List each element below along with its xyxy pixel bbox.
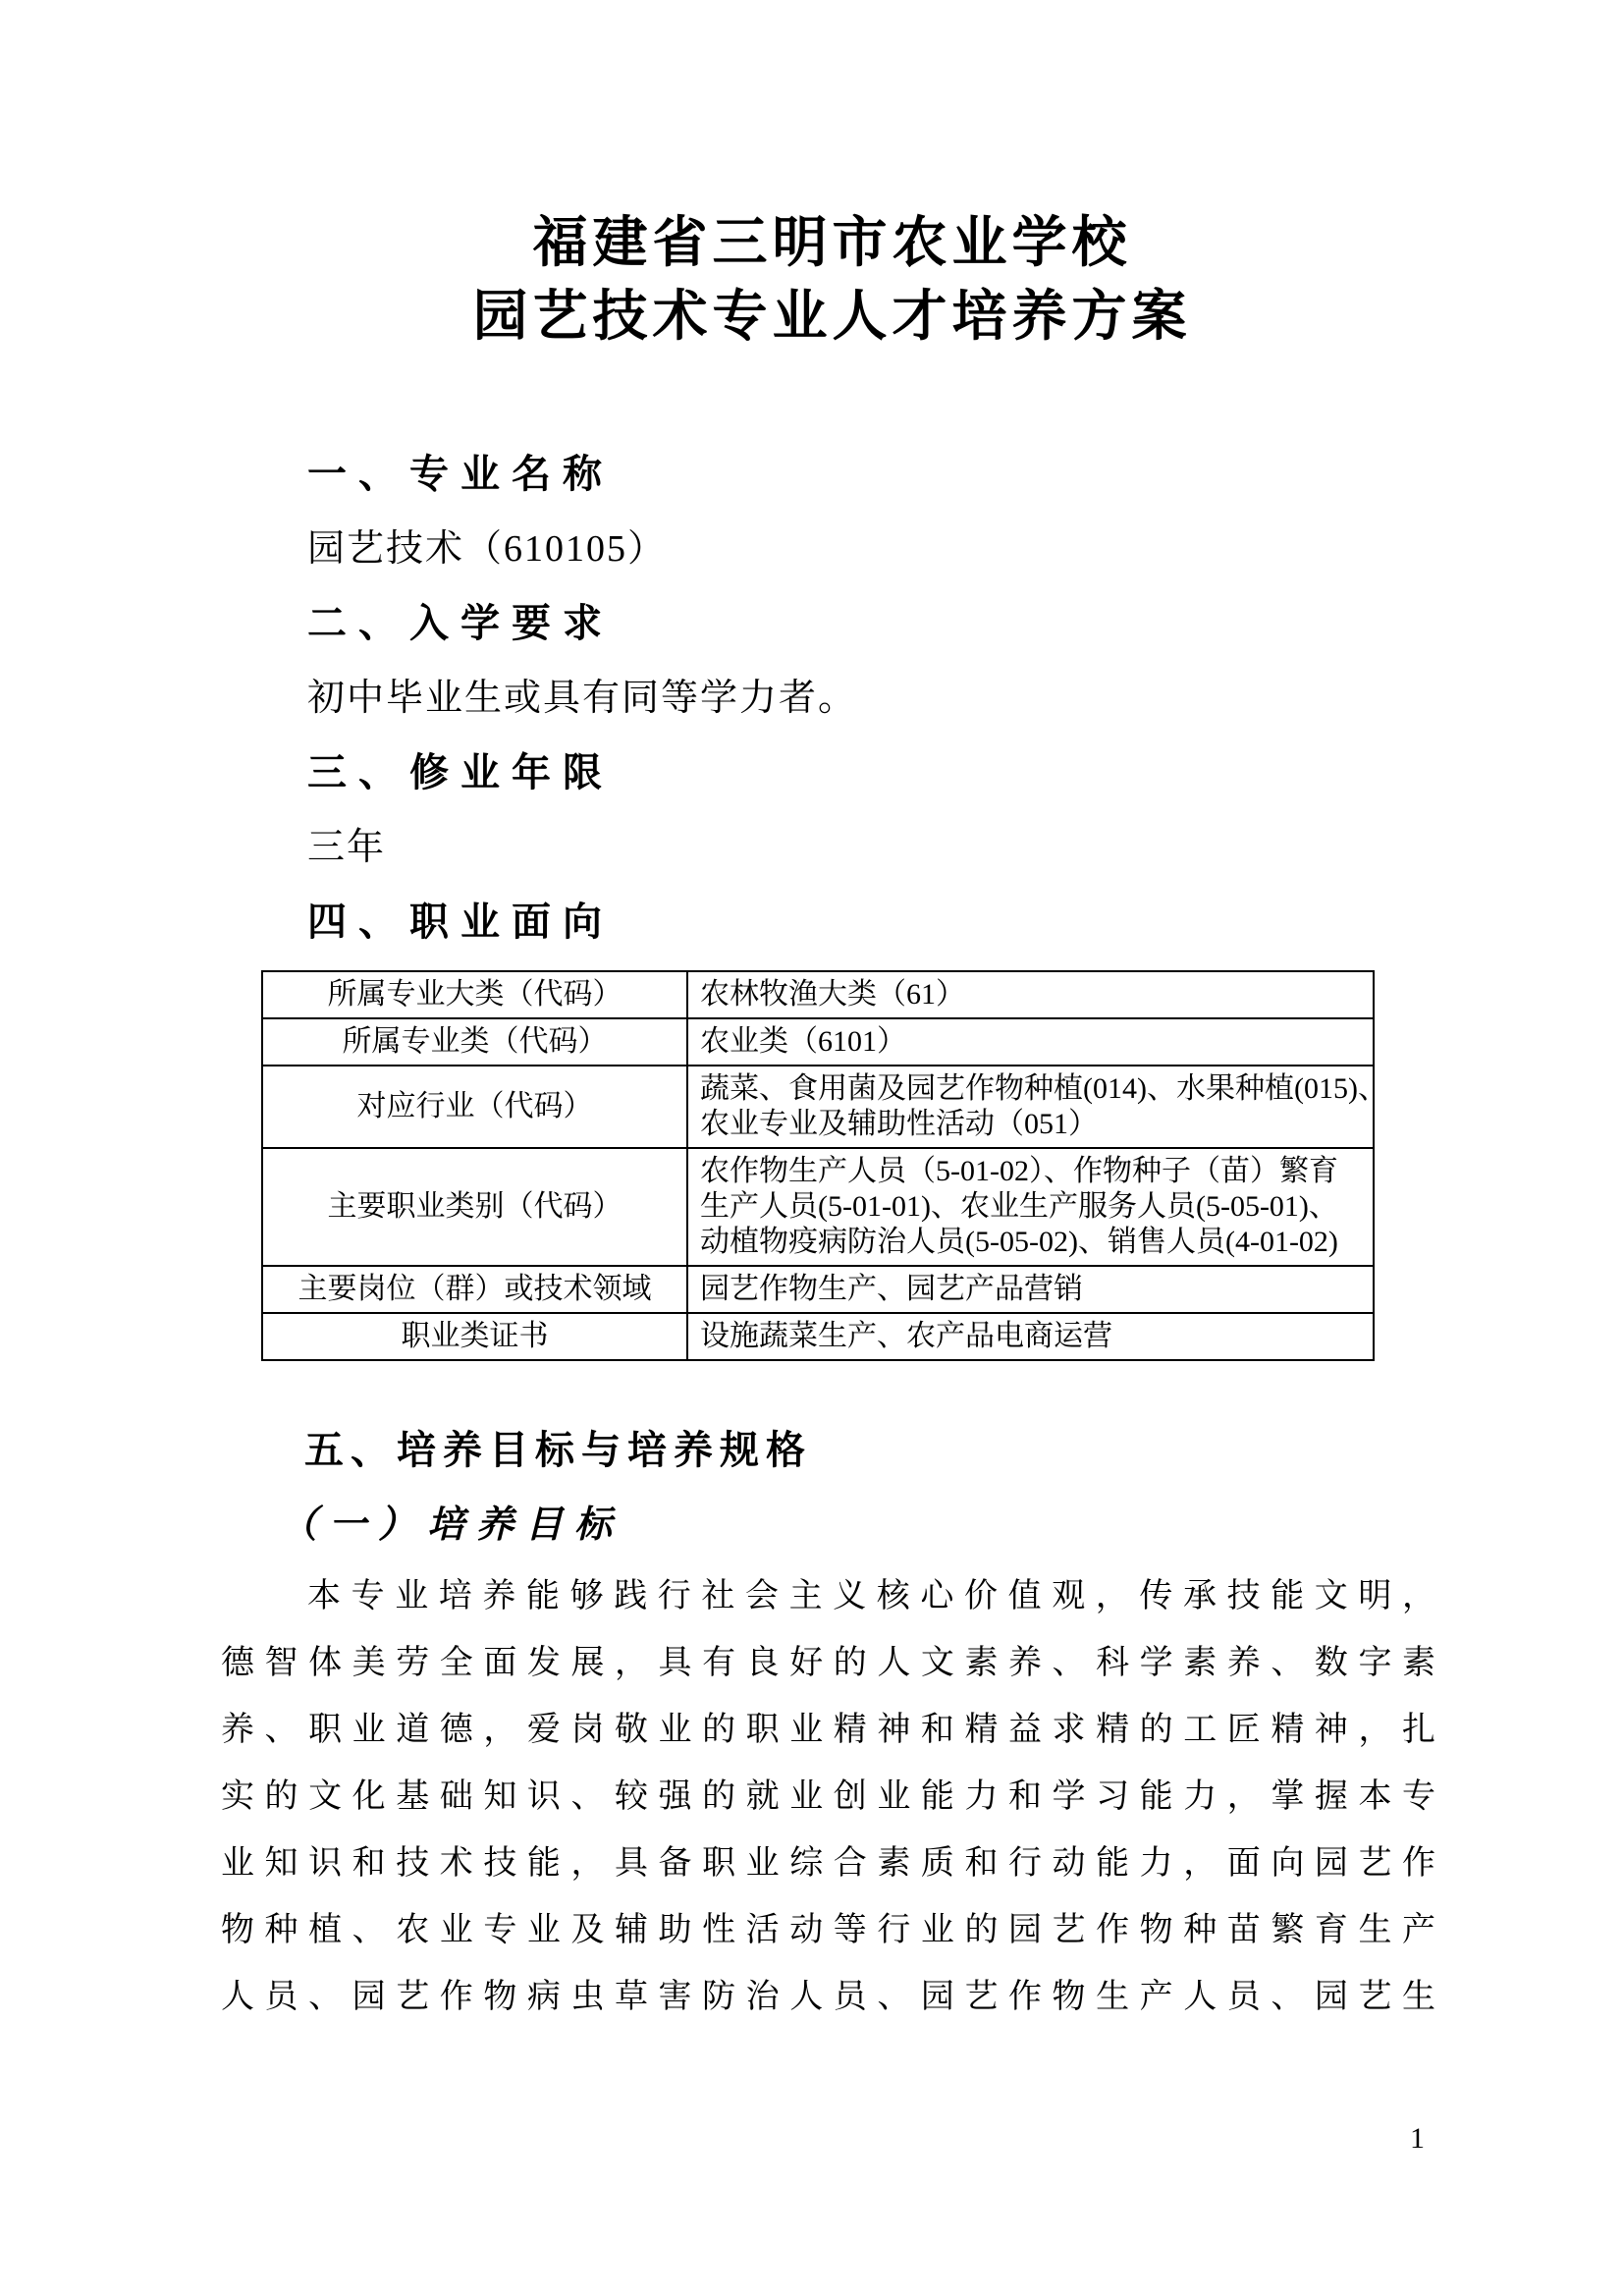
value-line: 园艺作物生产、园艺产品营销 [700,1273,1083,1305]
table-row [262,1266,1374,1313]
paragraph-line: 本专业培养能够践行社会主义核心价值观，传承技能文明， [307,1578,1443,1614]
section-text-duration: 三年 [307,827,387,868]
section-heading-admission: 二、入学要求 [307,601,614,645]
value-line: 动植物疫病防治人员(5-05-02)、销售人员(4-01-02) [700,1226,1338,1258]
career-row-label: 对应行业（代码） [262,1066,687,1148]
subsection-heading-goal: （一）培养目标 [280,1504,624,1546]
value-line: 生产人员(5-01-01)、农业生产服务人员(5-05-01)、 [700,1190,1338,1223]
career-row-value [687,1313,1374,1360]
section-text-admission: 初中毕业生或具有同等学力者。 [307,678,858,719]
paragraph-line: 业知识和技术技能，具备职业综合素质和行动能力，面向园艺作 [221,1845,1443,1882]
value-line: 蔬菜、食用菌及园艺作物种植(014)、水果种植(015)、 [700,1072,1387,1105]
value-line: 农业类（6101） [700,1025,906,1058]
career-row-value [687,1266,1374,1313]
table-row [262,1018,1374,1066]
value-line: 农业专业及辅助性活动（051） [700,1108,1098,1140]
doc-title-line-2: 园艺技术专业人才培养方案 [472,287,1192,348]
career-row-label: 所属专业类（代码） [262,1018,687,1066]
career-row-value [687,1018,1374,1066]
career-row-label: 主要职业类别（代码） [262,1148,687,1266]
value-line: 设施蔬菜生产、农产品电商运营 [700,1320,1112,1352]
career-row-value [687,1148,1374,1266]
table-row [262,971,1374,1018]
section-heading-duration: 三、修业年限 [307,750,614,794]
career-table [261,970,1387,1361]
paragraph-line: 养、职业道德，爱岗敬业的职业精神和精益求精的工匠精神，扎 [221,1712,1443,1748]
table-row [262,1066,1374,1148]
doc-title [221,207,1443,355]
page-number: 1 [1410,2122,1425,2155]
chapter-heading-goals: 五、培养目标与培养规格 [304,1428,812,1472]
paragraph-line: 德智体美劳全面发展，具有良好的人文素养、科学素养、数字素 [221,1645,1443,1681]
value-line: 农作物生产人员（5-01-02）、作物种子（苗）繁育 [700,1155,1338,1187]
training-goal-paragraph [221,1563,1443,2031]
paragraph-line: 物种植、农业专业及辅助性活动等行业的园艺作物种苗繁育生产 [221,1912,1443,1948]
career-row-label: 职业类证书 [262,1313,687,1360]
doc-title-line-1: 福建省三明市农业学校 [532,213,1132,274]
career-row-label: 所属专业大类（代码） [262,971,687,1018]
career-row-value [687,1066,1387,1148]
table-row [262,1313,1374,1360]
section-heading-major-name: 一、专业名称 [307,452,614,496]
value-line: 农林牧渔大类（61） [700,978,965,1011]
section-heading-career: 四、职业面向 [307,900,614,944]
table-row [262,1148,1374,1266]
career-row-label: 主要岗位（群）或技术领域 [262,1266,687,1313]
paragraph-line: 人员、园艺作物病虫草害防治人员、园艺作物生产人员、园艺生 [221,1979,1443,2015]
career-row-value [687,971,1374,1018]
paragraph-line: 实的文化基础知识、较强的就业创业能力和学习能力，掌握本专 [221,1778,1443,1815]
section-text-major-name: 园艺技术（610105） [307,528,668,570]
